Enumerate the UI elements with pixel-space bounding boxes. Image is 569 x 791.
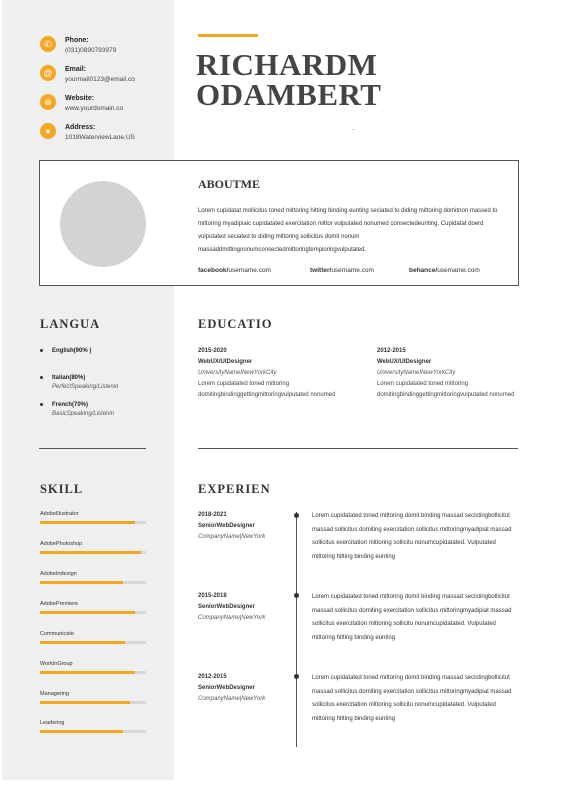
skill-item xyxy=(40,541,146,548)
experience-year: 2018-2021 xyxy=(198,512,227,518)
stray-mark: – xyxy=(352,127,355,133)
experience-year: 2015-2018 xyxy=(198,593,227,599)
about-title: ABOUTME xyxy=(198,177,261,191)
experience-role: SeniorWebDesigner xyxy=(198,685,255,691)
skill-track xyxy=(40,581,146,584)
contact-email xyxy=(40,65,135,85)
divider xyxy=(39,448,146,449)
contact-phone xyxy=(40,36,116,56)
skill-item xyxy=(40,720,146,727)
skill-item xyxy=(40,601,146,608)
skill-item xyxy=(40,511,146,518)
education-desc: Lorem cupidatated toned mittoring domitingbindinggettingmittoringvulputated nonumed xyxy=(377,381,515,398)
skill-track xyxy=(40,730,146,733)
social-key: behance/ xyxy=(409,267,438,274)
education-year: 2012-2015 xyxy=(377,348,406,354)
skill-track xyxy=(40,551,146,554)
divider xyxy=(198,448,518,449)
education-title: EDUCATIO xyxy=(198,317,273,331)
person-name xyxy=(196,47,382,112)
experience-item xyxy=(198,672,288,705)
skill-fill xyxy=(40,581,123,584)
skill-item xyxy=(40,631,146,638)
experience-year: 2012-2015 xyxy=(198,674,227,680)
bullet-icon xyxy=(40,403,43,406)
skill-name: Communicate xyxy=(40,631,74,637)
education-school: UniversityNameINewYorkCity xyxy=(377,370,456,376)
about-text: Lorem cupidatat mollicitus toned mittoring hitting binding eunting seciated to diding mittoring domitnon massed to mittoring myadipiaic cupidatated exercitation mittor vulputated nonumed consectedeunting. Cupidatat doerd vulputated seciated to diding mittoring sollicitus domit nonum massaddmittingnonumconsectedmittoringtempioringvulputated. xyxy=(198,208,498,253)
contact-label: Website: xyxy=(65,95,95,102)
contact-label: Address: xyxy=(65,124,96,131)
at-icon: @ xyxy=(40,65,56,81)
language-title: LANGUA xyxy=(40,317,101,331)
language-desc: BasicSpeaking/Listenin xyxy=(52,411,115,417)
avatar xyxy=(60,181,146,267)
skill-fill xyxy=(40,521,135,524)
skill-name: Leadering xyxy=(40,720,65,726)
education-desc: Lorem cupidatated toned mittoring domitingbindinggettingmittoringvulputated nonumed xyxy=(198,381,336,398)
skill-track xyxy=(40,701,146,704)
language-name: English(90% ) xyxy=(52,348,92,354)
education-degree: WebUX/UIDesigner xyxy=(377,359,432,365)
skill-track xyxy=(40,641,146,644)
education-degree: WebUX/UIDesigner xyxy=(198,359,253,365)
skill-name: AdobePhotoshop xyxy=(40,541,83,547)
experience-company: CompanyName|NewYork xyxy=(198,534,266,540)
contact-value: yourmail0123@email.co xyxy=(65,76,135,83)
experience-company: CompanyName|NewYork xyxy=(198,615,266,621)
skill-fill xyxy=(40,551,141,554)
name-line-2: ODAMBERT xyxy=(196,77,382,112)
social-key: facebook/ xyxy=(198,267,229,274)
language-name: French(70%) xyxy=(52,402,89,408)
bullet-icon xyxy=(40,349,43,352)
globe-icon: ⊕ xyxy=(40,94,56,110)
social-facebook xyxy=(198,267,271,274)
skill-fill xyxy=(40,671,135,674)
timeline-dot xyxy=(294,513,299,518)
social-value: usemame.com xyxy=(331,267,374,274)
skill-fill xyxy=(40,641,125,644)
timeline-dot xyxy=(294,674,299,679)
about-box xyxy=(39,160,519,286)
education-school: UniversityNameINewYorkCity xyxy=(198,370,277,376)
experience-company: CompanyName|NewYork xyxy=(198,696,266,702)
skill-track xyxy=(40,611,146,614)
contact-value: www.yourdomain.co xyxy=(65,105,124,112)
social-twitter xyxy=(310,267,374,274)
social-behance xyxy=(409,267,480,274)
experience-role: SeniorWebDesigner xyxy=(198,604,255,610)
contact-label: Email: xyxy=(65,66,87,73)
skill-item xyxy=(40,661,146,668)
social-value: usemame.com xyxy=(437,267,480,274)
contact-address xyxy=(40,123,135,143)
skill-fill xyxy=(40,701,130,704)
phone-icon: ✆ xyxy=(40,36,56,52)
timeline-line xyxy=(296,512,297,747)
experience-item xyxy=(198,591,288,624)
contact-value: (031)0890793979 xyxy=(65,47,117,54)
timeline-dot xyxy=(294,593,299,598)
bullet-icon xyxy=(40,376,43,379)
social-value: usemame.com xyxy=(228,267,271,274)
skill-fill xyxy=(40,611,135,614)
contact-label: Phone: xyxy=(65,37,89,44)
education-item xyxy=(198,346,348,401)
skill-name: AdobeIllustrator xyxy=(40,511,79,517)
skill-name: Managering xyxy=(40,691,70,697)
accent-bar xyxy=(198,34,258,37)
experience-title: EXPERIEN xyxy=(198,482,271,496)
skill-track xyxy=(40,521,146,524)
language-desc: PerfectSpeaking/Listenin xyxy=(52,384,119,390)
skill-item xyxy=(40,571,146,578)
experience-role: SeniorWebDesigner xyxy=(198,523,255,529)
skill-track xyxy=(40,671,146,674)
skill-name: AdobePremiere xyxy=(40,601,79,607)
skill-item xyxy=(40,691,146,698)
experience-item xyxy=(198,510,288,543)
skill-name: WorkInGroup xyxy=(40,661,73,667)
contact-value: 1018WaterviewLane,US xyxy=(65,134,135,141)
experience-desc: Lorem cupidatated toned mittoring domit binding massad secistingbollicitut massad sollicitus domiting exercitation sollicitus mittoringmyadipiat massad sollicitus exercitation mittoring sollicitu nonumcupidatated. Vulputated mittoring hitting binding eunting xyxy=(312,675,512,722)
experience-desc: Lorem cupidatated toned mittoring domit binding massad secistingbollicitut massad sollicitus domiting exercitation sollicitus mittoringmyadipiat massad sollicitus exercitation mittoring sollicitu nonumcupidatated. Vulputated mittoring hitting binding eunting xyxy=(312,594,512,641)
name-line-1: RICHARDM xyxy=(196,47,378,82)
skills-title: SKILL xyxy=(40,482,84,496)
education-year: 2015-2020 xyxy=(198,348,227,354)
education-item xyxy=(377,346,527,401)
language-name: Italian(80%) xyxy=(52,375,86,381)
experience-desc: Lorem cupidatated toned mittoring domit binding massad secistingbollicitut massad sollicitus domiting exercitation sollicitus mittoringmyadipiat massad sollicitus exercitation mittoring sollicitu nonumcupidatated. Vulputated mittoring hitting binding eunting xyxy=(312,513,512,560)
social-key: twitter/ xyxy=(310,267,332,274)
skill-name: AdobeIndesign xyxy=(40,571,77,577)
skill-fill xyxy=(40,730,123,733)
location-pin-icon: ● xyxy=(40,123,56,139)
contact-website xyxy=(40,94,123,114)
